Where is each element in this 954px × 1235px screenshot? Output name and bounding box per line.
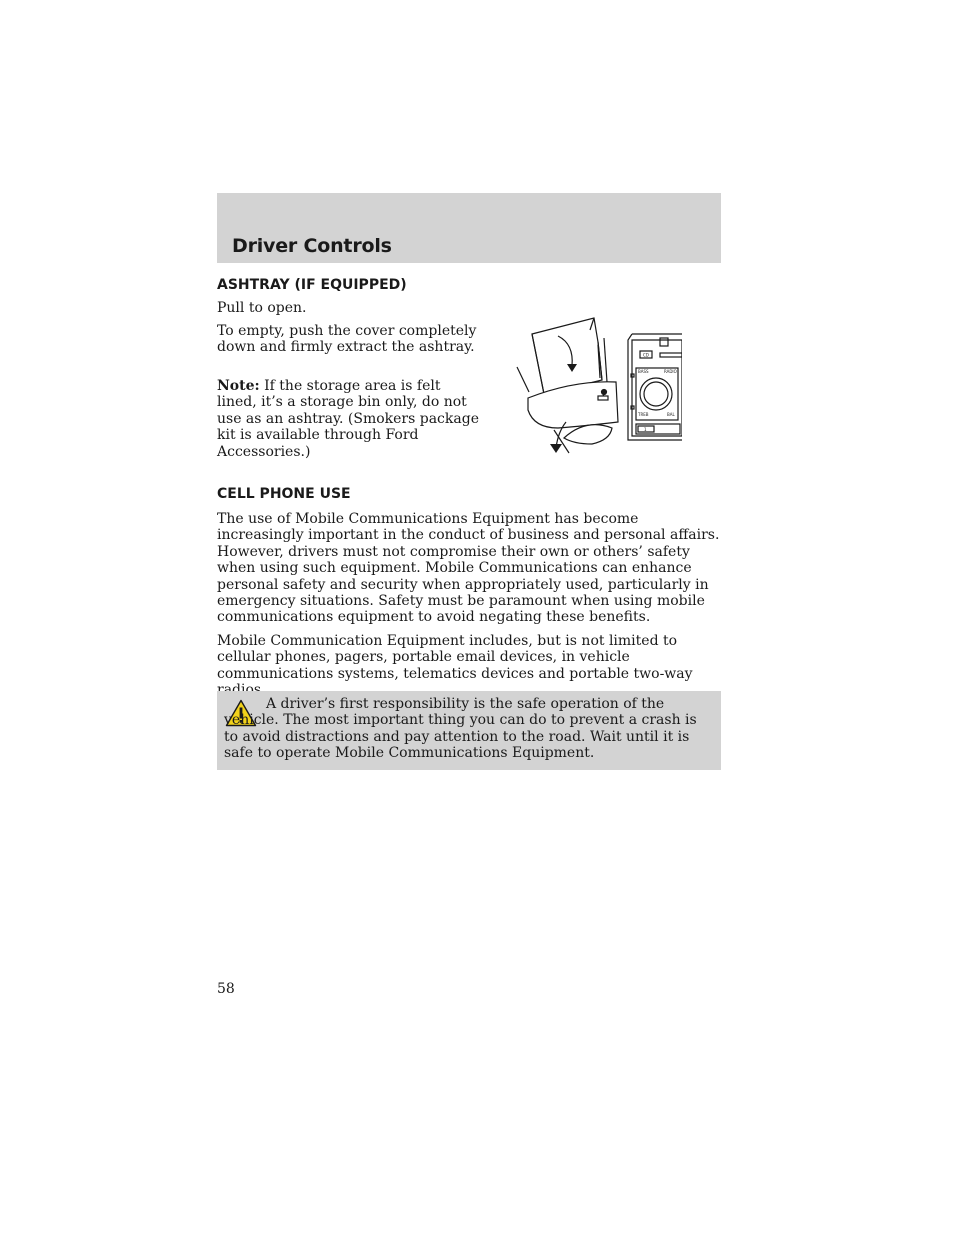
warning-text: A driver’s first responsibility is the safe operation of the vehicle. The most important thing you can do to prevent a crash is to avoid distractions and pay attention to the road. Wait until it is safe to operate Mobile Communications Equipment. [224, 696, 697, 762]
ashtray-illustration [514, 310, 682, 458]
note-text: If the storage area is felt lined, it’s a storage bin only, do not use as an ashtray. (Smokers package kit is available through Ford Accessories.) [217, 378, 479, 460]
chapter-header-band [217, 193, 721, 263]
radio-label-bal: BAL [667, 412, 675, 417]
radio-label-treb: TREB [638, 412, 649, 417]
radio-label-radio: RADIO [664, 369, 677, 374]
radio-label-cd: CD [643, 352, 649, 358]
ashtray-paragraph-empty: To empty, push the cover completely down and firmly extract the ashtray. [217, 323, 477, 356]
note-label: Note: [217, 378, 260, 394]
ashtray-heading: ASHTRAY (IF EQUIPPED) [217, 277, 407, 293]
cell-phone-heading: CELL PHONE USE [217, 486, 351, 502]
chapter-title: Driver Controls [232, 235, 392, 257]
ashtray-paragraph-pull: Pull to open. [217, 300, 307, 316]
page-number: 58 [217, 981, 235, 997]
ashtray-note [217, 378, 479, 460]
cell-phone-paragraph-2: Mobile Communication Equipment includes, but is not limited to cellular phones, pagers, portable email devices, in vehicle communications systems, telematics devices and portable two-way [217, 633, 693, 682]
cell-phone-paragraph-1: The use of Mobile Communications Equipment has become increasingly important in the conduct of business and personal affairs. However, drivers must not compromise their own or others’ safety when using such equipment. Mobile Communications can enhance personal safety and security when appropriately used, particularly in emergency situations. Safety must be paramount when using mobile communications equipment to avoid negating these benefits. [217, 511, 720, 626]
warning-box [217, 691, 721, 770]
radio-label-bass: BASS [638, 369, 649, 374]
radio-label-preset-1: 1 [644, 427, 647, 432]
